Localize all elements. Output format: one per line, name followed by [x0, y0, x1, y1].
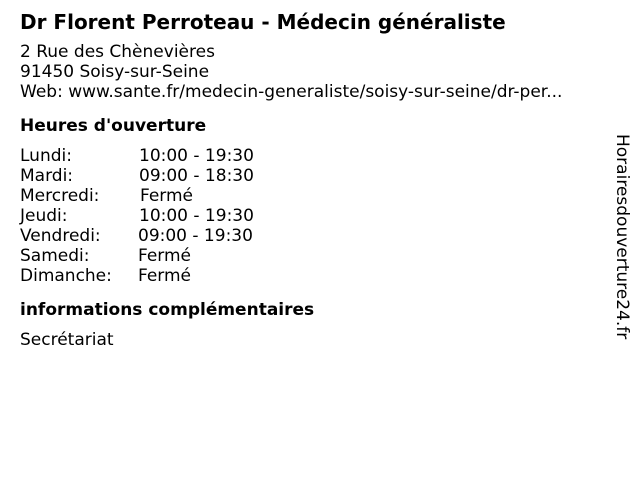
- day-label: Mercredi:: [20, 186, 100, 206]
- hours-value: 09:00 - 19:30: [138, 226, 253, 246]
- business-card: [20, 10, 600, 350]
- day-label: Mardi:: [20, 166, 74, 186]
- address-city: 91450 Soisy-sur-Seine: [20, 62, 210, 82]
- hours-row-sunday: [20, 266, 600, 286]
- site-watermark: Horairesdouverture24.fr: [612, 134, 632, 340]
- hours-value: 10:00 - 19:30: [139, 146, 254, 166]
- address-street: 2 Rue des Chènevières: [20, 42, 215, 62]
- hours-row-thursday: [20, 206, 600, 226]
- opening-hours-list: [20, 146, 600, 286]
- hours-value: 09:00 - 18:30: [139, 166, 254, 186]
- day-label: Vendredi:: [20, 226, 101, 246]
- hours-row-tuesday: [20, 166, 600, 186]
- hours-value: Fermé: [138, 266, 192, 286]
- day-label: Jeudi:: [20, 206, 68, 226]
- hours-row-monday: [20, 146, 600, 166]
- info-heading: informations complémentaires: [20, 300, 315, 320]
- hours-value: Fermé: [138, 246, 192, 266]
- info-text: Secrétariat: [20, 330, 114, 350]
- hours-value: Fermé: [140, 186, 194, 206]
- hours-row-saturday: [20, 246, 600, 266]
- hours-value: 10:00 - 19:30: [139, 206, 254, 226]
- day-label: Dimanche:: [20, 266, 112, 286]
- day-label: Samedi:: [20, 246, 90, 266]
- day-label: Lundi:: [20, 146, 72, 166]
- hours-heading: Heures d'ouverture: [20, 116, 207, 136]
- website-line: Web: www.sante.fr/medecin-generaliste/soisy-sur-seine/dr-per...: [20, 82, 563, 102]
- hours-row-friday: [20, 226, 600, 246]
- hours-row-wednesday: [20, 186, 600, 206]
- page-title: Dr Florent Perroteau - Médecin généraliste: [20, 10, 506, 34]
